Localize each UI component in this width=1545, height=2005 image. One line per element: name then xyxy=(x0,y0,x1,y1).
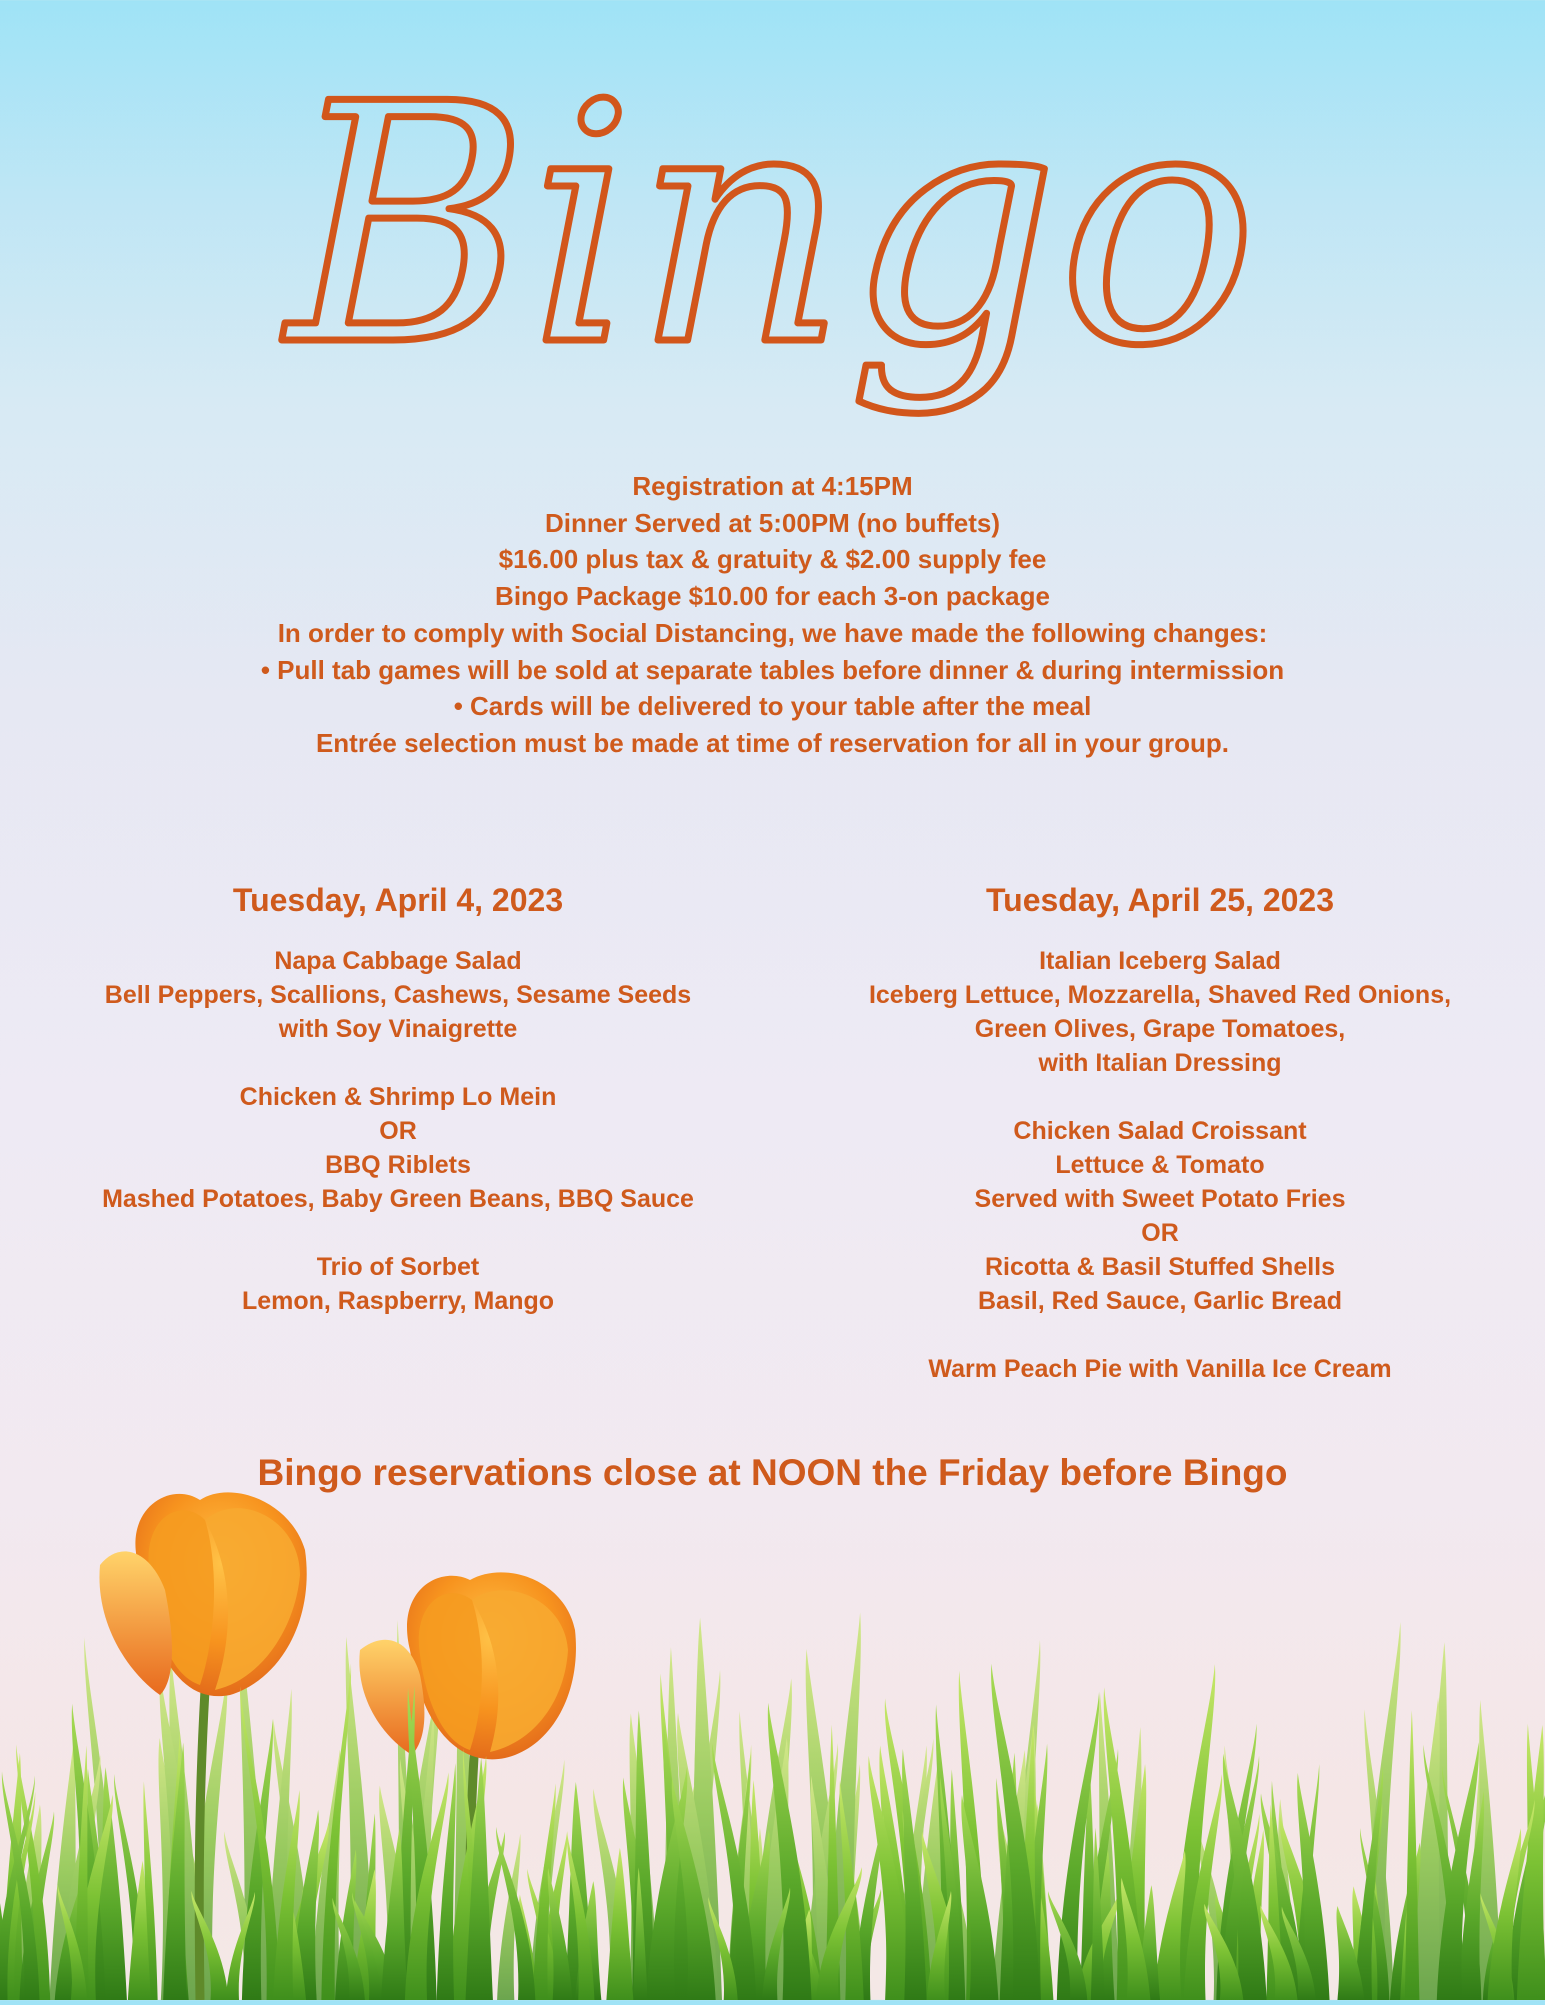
menu-line: Green Olives, Grape Tomatoes, xyxy=(974,1015,1346,1043)
menu-line: Ricotta & Basil Stuffed Shells xyxy=(984,1253,1336,1281)
menu-line: Bell Peppers, Scallions, Cashews, Sesame Seeds xyxy=(104,981,692,1009)
menu-line: BBQ Riblets xyxy=(325,1151,471,1179)
reservation-deadline: Bingo reservations close at NOON the Friday before Bingo xyxy=(257,1452,1288,1493)
info-line: $16.00 plus tax & gratuity & $2.00 supply fee xyxy=(498,544,1047,575)
menu-april-25 xyxy=(810,876,1510,1386)
menu-date: Tuesday, April 25, 2023 xyxy=(985,882,1334,918)
menu-line: Trio of Sorbet xyxy=(316,1253,480,1281)
menu-line: Iceberg Lettuce, Mozzarella, Shaved Red Onions, xyxy=(868,981,1452,1009)
menu-line: Napa Cabbage Salad xyxy=(274,947,522,975)
menu-spacer xyxy=(810,1318,1510,1352)
bingo-title-text: Bingo xyxy=(286,34,1258,418)
menu-line: Mashed Potatoes, Baby Green Beans, BBQ Sauce xyxy=(102,1185,694,1213)
tulips-and-grass-illustration xyxy=(0,1480,1545,2000)
info-line: • Pull tab games will be sold at separate tables before dinner & during intermission xyxy=(260,654,1285,685)
menu-line: Chicken Salad Croissant xyxy=(1013,1117,1307,1145)
menu-april-4 xyxy=(48,876,748,1318)
menu-line: Lettuce & Tomato xyxy=(1055,1151,1265,1179)
menu-line: with Italian Dressing xyxy=(1038,1049,1282,1077)
info-line: In order to comply with Social Distancing, we have made the following changes: xyxy=(277,617,1268,648)
menu-line: OR xyxy=(379,1117,417,1145)
menu-spacer xyxy=(810,1080,1510,1114)
menu-line: Served with Sweet Potato Fries xyxy=(974,1185,1346,1213)
menu-line: Basil, Red Sauce, Garlic Bread xyxy=(977,1287,1343,1315)
menu-spacer xyxy=(48,1216,748,1250)
menu-line: with Soy Vinaigrette xyxy=(278,1015,518,1043)
info-line: Entrée selection must be made at time of reservation for all in your group. xyxy=(315,727,1230,758)
bingo-title xyxy=(0,20,1545,440)
menu-line: Italian Iceberg Salad xyxy=(1039,947,1281,975)
menu-line: Lemon, Raspberry, Mango xyxy=(241,1287,555,1315)
menu-line: Warm Peach Pie with Vanilla Ice Cream xyxy=(928,1355,1392,1383)
menu-line: Chicken & Shrimp Lo Mein xyxy=(239,1083,557,1111)
info-line: Registration at 4:15PM xyxy=(632,471,913,501)
info-line: Bingo Package $10.00 for each 3-on package xyxy=(495,581,1050,612)
menu-line: OR xyxy=(1141,1219,1179,1247)
menu-date: Tuesday, April 4, 2023 xyxy=(232,882,564,918)
event-info xyxy=(0,468,1545,762)
info-line: • Cards will be delivered to your table after the meal xyxy=(453,691,1092,722)
menu-spacer xyxy=(48,1046,748,1080)
info-line: Dinner Served at 5:00PM (no buffets) xyxy=(544,507,1001,538)
